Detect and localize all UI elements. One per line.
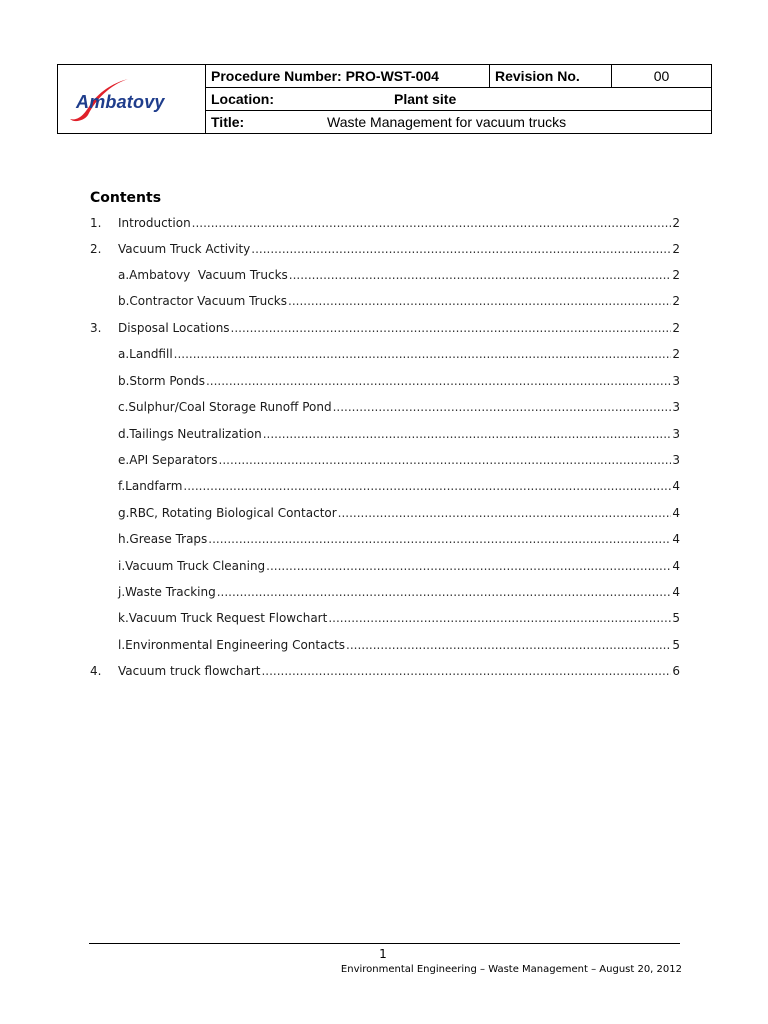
toc-dot-leader: [289, 268, 672, 282]
toc-dot-leader: [338, 506, 672, 520]
toc-entry[interactable]: [90, 638, 680, 658]
title-value: Waste Management for vacuum trucks: [327, 114, 567, 130]
toc-entry[interactable]: [90, 559, 680, 579]
toc-entry-label: j.Waste Tracking: [118, 585, 216, 599]
toc-entry-label: i.Vacuum Truck Cleaning: [118, 559, 266, 573]
toc-entry[interactable]: [90, 268, 680, 288]
location-row: [206, 88, 712, 111]
toc-dot-leader: [333, 400, 672, 414]
toc-entry[interactable]: [90, 347, 680, 367]
toc-entry[interactable]: [90, 400, 680, 420]
toc-entry[interactable]: [90, 242, 680, 262]
toc-dot-leader: [206, 374, 671, 388]
toc-entry-label: a.Landfill: [118, 347, 173, 361]
toc-dot-leader: [251, 242, 671, 256]
toc-entry-label: b.Contractor Vacuum Trucks: [118, 294, 287, 308]
toc-entry[interactable]: [90, 611, 680, 631]
toc-entry-page: 4: [672, 585, 680, 599]
toc-entry-page: 5: [672, 638, 680, 652]
toc-entry-page: 2: [672, 268, 680, 282]
footer-text: Environmental Engineering – Waste Management – August 20, 2012: [340, 964, 682, 975]
toc-entry-label: Introduction: [118, 216, 191, 230]
toc-entry-label: c.Sulphur/Coal Storage Runoff Pond: [118, 400, 332, 414]
toc-entry[interactable]: [90, 664, 680, 684]
toc-entry-page: 3: [672, 400, 680, 414]
revision-value: 00: [612, 65, 712, 88]
toc-entry-label: b.Storm Ponds: [118, 374, 205, 388]
toc-entry[interactable]: [90, 585, 680, 605]
document-header-table: [57, 64, 712, 134]
toc-dot-leader: [192, 216, 672, 230]
toc-entry-number: 2.: [90, 242, 102, 256]
toc-entry-label: e.API Separators: [118, 453, 218, 467]
toc-entry-page: 4: [672, 479, 680, 493]
toc-dot-leader: [208, 532, 671, 546]
toc-entry[interactable]: [90, 427, 680, 447]
title-label: Title:: [211, 114, 245, 130]
toc-entry-page: 4: [672, 532, 680, 546]
location-value: Plant site: [394, 91, 457, 107]
toc-entry[interactable]: [90, 321, 680, 341]
toc-dot-leader: [217, 585, 672, 599]
toc-dot-leader: [288, 294, 671, 308]
toc-entry-label: Disposal Locations: [118, 321, 230, 335]
toc-entry[interactable]: [90, 374, 680, 394]
toc-entry-page: 2: [672, 321, 680, 335]
toc-dot-leader: [266, 559, 671, 573]
location-label: Location:: [211, 91, 274, 107]
procedure-number: Procedure Number: PRO-WST-004: [206, 65, 490, 88]
toc-entry-page: 3: [672, 453, 680, 467]
toc-entry-page: 4: [672, 559, 680, 573]
toc-dot-leader: [231, 321, 672, 335]
toc-dot-leader: [346, 638, 671, 652]
toc-entry-number: 3.: [90, 321, 102, 335]
toc-entry-label: f.Landfarm: [118, 479, 183, 493]
toc-entry[interactable]: [90, 294, 680, 314]
toc-entry[interactable]: [90, 506, 680, 526]
toc-entry-number: 4.: [90, 664, 102, 678]
toc-entry[interactable]: [90, 453, 680, 473]
toc-entry-number: 1.: [90, 216, 102, 230]
toc-entry-page: 6: [672, 664, 680, 678]
toc-entry-page: 5: [672, 611, 680, 625]
toc-entry-label: d.Tailings Neutralization: [118, 427, 262, 441]
toc-entry-page: 2: [672, 347, 680, 361]
footer-divider: [89, 943, 680, 944]
toc-entry-page: 2: [672, 242, 680, 256]
toc-entry[interactable]: [90, 532, 680, 552]
toc-entry-label: g.RBC, Rotating Biological Contactor: [118, 506, 337, 520]
toc-entry-page: 4: [672, 506, 680, 520]
toc-entry-label: a.Ambatovy Vacuum Trucks: [118, 268, 288, 282]
toc-entry-label: Vacuum truck flowchart: [118, 664, 261, 678]
toc-dot-leader: [261, 664, 671, 678]
toc-dot-leader: [219, 453, 672, 467]
contents-heading: Contents: [90, 190, 162, 206]
logo-text: Ambatovy: [76, 92, 165, 112]
ambatovy-logo: [58, 65, 200, 133]
toc-entry-page: 3: [672, 374, 680, 388]
toc-entry-label: l.Environmental Engineering Contacts: [118, 638, 346, 652]
footer-page-number: 1: [379, 947, 387, 961]
revision-label: Revision No.: [490, 65, 612, 88]
toc-dot-leader: [328, 611, 671, 625]
toc-entry-page: 2: [672, 294, 680, 308]
toc-entry-page: 3: [672, 427, 680, 441]
toc-entry[interactable]: [90, 216, 680, 236]
toc-entry-label: h.Grease Traps: [118, 532, 208, 546]
toc-dot-leader: [263, 427, 672, 441]
toc-entry-label: k.Vacuum Truck Request Flowchart: [118, 611, 328, 625]
toc-entry[interactable]: [90, 479, 680, 499]
title-row: [206, 111, 712, 134]
logo-cell: [58, 65, 206, 134]
toc-entry-label: Vacuum Truck Activity: [118, 242, 251, 256]
toc-dot-leader: [174, 347, 672, 361]
toc-dot-leader: [183, 479, 671, 493]
toc-entry-page: 2: [672, 216, 680, 230]
